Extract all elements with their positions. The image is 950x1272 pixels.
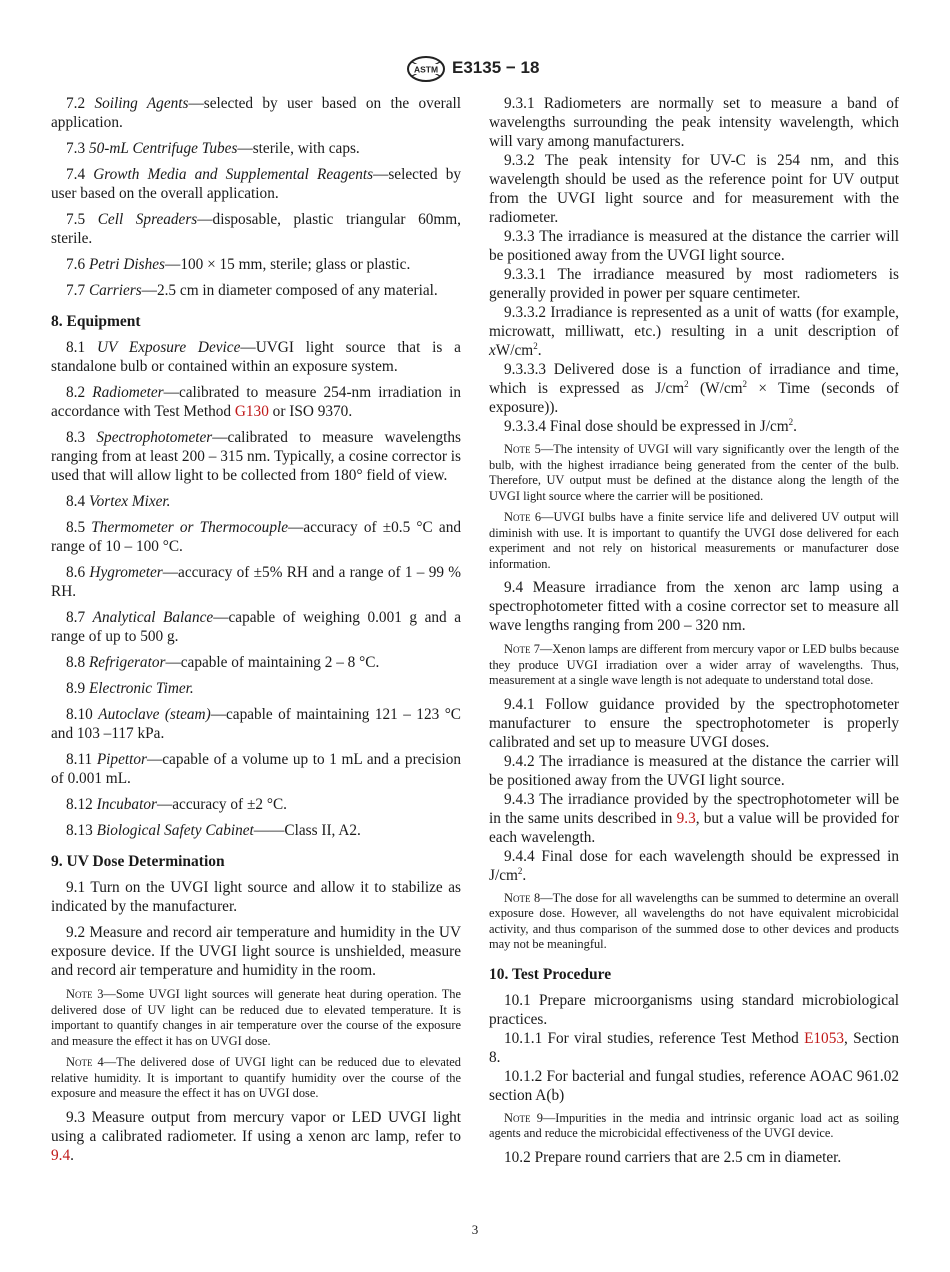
section-9-3-3-1: 9.3.3.1 The irradiance measured by most radiometers is generally provided in power per square centimeter. xyxy=(489,266,899,302)
note-6: Note 6—UVGI bulbs have a finite service life and delivered UV output will diminish with use. It is important to quantify the UVGI dose delivered for each experiment and not rely on historical measurements or manufacturer dose information. xyxy=(489,510,899,571)
section-8-5: 8.5 Thermometer or Thermocouple—accuracy of ±0.5 °C and range of 10 – 100 °C. xyxy=(51,519,461,555)
astm-logo xyxy=(406,56,446,82)
section-8-9: 8.9 Electronic Timer. xyxy=(66,680,194,697)
section-7-2: 7.2 Soiling Agents—selected by user based on the overall application. xyxy=(51,95,461,131)
heading-section-9: 9. UV Dose Determination xyxy=(51,853,225,870)
note-7: Note 7—Xenon lamps are different from mercury vapor or LED bulbs because they produce UVGI irradiation over a wider array of wavelengths. Thus, measurement at a single wave length is not adequate to understand total dose. xyxy=(489,642,899,687)
note-4: Note 4—The delivered dose of UVGI light can be reduced due to elevated relative humidity. It is important to quantify humidity over the course of the exposure and measure the effect it has on UVGI dose. xyxy=(51,1055,461,1100)
note-9: Note 9—Impurities in the media and intrinsic organic load act as soiling agents and reduce the microbicidal effectiveness of the UVGI device. xyxy=(489,1110,899,1140)
section-8-4: 8.4 Vortex Mixer. xyxy=(66,493,171,510)
section-8-10: 8.10 Autoclave (steam)—capable of maintaining 121 – 123 °C and 103 –117 kPa. xyxy=(51,706,462,742)
section-8-2: 8.2 Radiometer—calibrated to measure 254-nm irradiation in accordance with Test Method G130 or ISO 9370. xyxy=(51,384,461,420)
note-5: Note 5—The intensity of UVGI will vary significantly over the length of the bulb, with the highest irradiance being generated from the center of the bulb. Therefore, UV output must be defined at the distance along the length of the UVGI light source where the carrier will be positioned. xyxy=(489,442,899,503)
section-7-6: 7.6 Petri Dishes—100 × 15 mm, sterile; glass or plastic. xyxy=(66,256,411,273)
section-7-3: 7.3 50-mL Centrifuge Tubes—sterile, with caps. xyxy=(66,140,360,157)
svg-text:ASTM: ASTM xyxy=(413,64,439,75)
section-7-7: 7.7 Carriers—2.5 cm in diameter composed of any material. xyxy=(66,282,438,299)
section-9-4-3: 9.4.3 The irradiance provided by the spectrophotometer will be in the same units described in 9.3, but a value will be provided for each wavelength. xyxy=(489,790,899,846)
section-8-1: 8.1 UV Exposure Device—UVGI light source that is a standalone bulb or contained within an exposure system. xyxy=(51,339,461,375)
right-column xyxy=(489,94,899,1174)
section-8-8: 8.8 Refrigerator—capable of maintaining 2 – 8 °C. xyxy=(66,654,380,671)
standard-designation: E3135 − 18 xyxy=(452,58,540,77)
section-7-4: 7.4 Growth Media and Supplemental Reagents—selected by user based on the overall application. xyxy=(51,166,461,202)
section-9-3-3: 9.3.3 The irradiance is measured at the distance the carrier will be positioned away from the UVGI light source. xyxy=(489,228,899,264)
page-header xyxy=(0,56,950,86)
heading-section-8: 8. Equipment xyxy=(51,313,141,330)
page-number: 3 xyxy=(471,1222,479,1237)
section-10-1: 10.1 Prepare microorganisms using standard microbiological practices. xyxy=(489,991,899,1028)
link-9-3[interactable]: 9.3 xyxy=(676,809,696,827)
section-9-3-2: 9.3.2 The peak intensity for UV-C is 254 nm, and this wavelength should be used as the reference point for UV output from the UVGI light source and for measurement with the radiometer. xyxy=(489,152,899,226)
section-8-7: 8.7 Analytical Balance—capable of weighing 0.001 g and a range of up to 500 g. xyxy=(51,609,462,645)
section-9-2: 9.2 Measure and record air temperature and humidity in the UV exposure device. If the UVGI light source is unshielded, measure and record air temperature and humidity in the room. xyxy=(51,924,461,979)
heading-section-10: 10. Test Procedure xyxy=(489,965,612,983)
section-8-11: 8.11 Pipettor—capable of a volume up to 1 mL and a precision of 0.001 mL. xyxy=(51,751,462,787)
section-7-5: 7.5 Cell Spreaders—disposable, plastic triangular 60mm, sterile. xyxy=(51,211,462,247)
section-9-4-2: 9.4.2 The irradiance is measured at the distance the carrier will be positioned away from the UVGI light source. xyxy=(489,752,899,789)
note-8: Note 8—The dose for all wavelengths can be summed to determine an overall exposure dose. However, all wavelengths do not have equivalent microbicidal activity, and thus comparison of the summed dose to other devices and products may not be meaningful. xyxy=(489,890,899,951)
section-9-4-4: 9.4.4 Final dose for each wavelength should be expressed in $J/cm^2$. xyxy=(489,847,899,884)
section-9-3-3-3: 9.3.3.3 Delivered dose is a function of irradiance and time, which is expressed as $J/cm^2$ ($W/cm^2$ × Time (seconds of exposure)). xyxy=(489,361,899,416)
section-9-3: 9.3 Measure output from mercury vapor or LED UVGI light using a calibrated radiometer. If using a xenon arc lamp, refer to 9.4. xyxy=(51,1108,461,1164)
section-9-3-3-2: 9.3.3.2 Irradiance is represented as a unit of watts (for example, microwatt, milliwatt, etc.) resulting in a unit description of $xW/cm^2$. xyxy=(489,304,899,359)
link-g130[interactable]: G130 xyxy=(234,403,269,420)
note-3: Note 3—Some UVGI light sources will generate heat during operation. The delivered dose of UV light can be reduced due to elevated temperature. It is important to quantify changes in air temperature over the course of the exposure and measure the effect it has on UVGI dose. xyxy=(51,987,461,1048)
section-10-1-2: 10.1.2 For bacterial and fungal studies, reference AOAC 961.02 section A(b) xyxy=(489,1067,899,1104)
section-8-13: 8.13 Biological Safety Cabinet——Class II, A2. xyxy=(66,822,361,839)
section-9-4: 9.4 Measure irradiance from the xenon arc lamp using a spectrophotometer fitted with a cosine corrector set to measure all wave lengths ranging from 200 – 320 nm. xyxy=(489,579,899,634)
section-9-3-3-4: 9.3.3.4 Final dose should be expressed in $J/cm^2$. xyxy=(504,416,797,435)
link-9-4[interactable]: 9.4 xyxy=(51,1146,71,1164)
section-8-3: 8.3 Spectrophotometer—calibrated to measure wavelengths ranging from at least 200 – 315 nm. Typically, a cosine corrector is used that will allow light to be collected from 180° field of view. xyxy=(51,429,461,484)
section-9-3-1: 9.3.1 Radiometers are normally set to measure a band of wavelengths surrounding the peak intensity wavelength, which will vary among manufacturers. xyxy=(489,95,899,150)
link-e1053[interactable]: E1053 xyxy=(804,1029,845,1047)
section-10-1-1: 10.1.1 For viral studies, reference Test Method E1053, Section 8. xyxy=(489,1029,899,1066)
section-8-12: 8.12 Incubator—accuracy of ±2 °C. xyxy=(66,796,287,813)
section-9-1: 9.1 Turn on the UVGI light source and allow it to stabilize as indicated by the manufacturer. xyxy=(51,879,461,915)
section-8-6: 8.6 Hygrometer—accuracy of ±5% RH and a range of 1 – 99 % RH. xyxy=(51,564,461,600)
section-10-2: 10.2 Prepare round carriers that are 2.5 cm in diameter. xyxy=(504,1148,842,1166)
left-column xyxy=(51,94,461,1172)
section-9-4-1: 9.4.1 Follow guidance provided by the spectrophotometer manufacturer to ensure the spectrophotometer is properly calibrated and set up to measure UVGI doses. xyxy=(489,695,899,751)
